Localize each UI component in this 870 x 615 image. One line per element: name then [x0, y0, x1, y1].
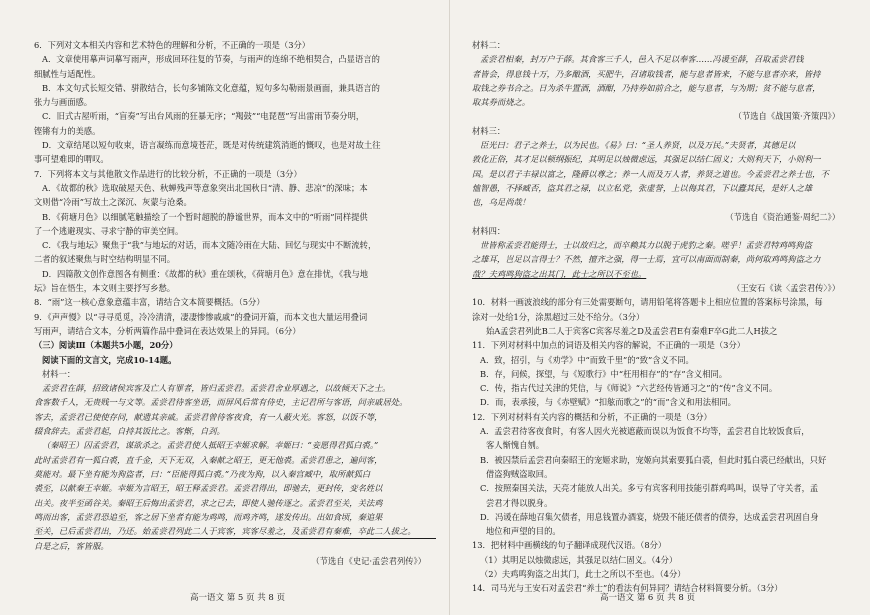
text-line: 国。是以君子丰禄以富之，隆爵以尊之；养一人而及万人者，养贤之道也。今孟尝君之养士也，不 [472, 168, 829, 179]
text-line: 9．《声声慢》以“寻寻觅觅，冷冷清清，凄凄惨惨戚戚”的叠词开篇，而本文也大量运用叠词 [34, 311, 368, 322]
material-4-source: （王安石《读〈孟尝君传〉》） [732, 283, 840, 294]
text-line: （1）其明足以烛微虑远，其强足以结仁固义。（4分） [480, 554, 678, 565]
text-line: 鸣而出客，孟尝君恐追至，客之居下坐者有能为鸡鸣，而鸡齐鸣，遂发传出。出如食顷，秦追果 [34, 511, 383, 522]
text-line: D．冯谖在薛地召集欠债者，用息钱置办酒宴，烧毁不能还债者的债券，达成孟尝君巩固自身 [480, 511, 819, 522]
text-line: C．《我与地坛》聚焦于“我”与地坛的对话，而本文随冷雨在大陆、回忆与现实中不断流转， [42, 240, 377, 251]
text-line: C．旧式古屋听雨，“盲奏”写出台风雨的狂暴无序；“羯鼓”“电琵琶”写出雷雨节奏分明， [42, 111, 365, 122]
text-line: 8．“雨”这一核心意象意蕴丰富，请结合文本简要概括。（5分） [34, 297, 265, 308]
text-line: 恤智愚，不择臧否，盗其君之禄，以立私党，张虚誉，上以侮其君，下以蠹其民，是奸人之雄 [472, 182, 813, 193]
text-line: 借盗狗贼盗取回。 [486, 468, 553, 479]
text-line: C．传，指古代过关津的凭信，与《师说》“六艺经传皆通习之”的“传”含义不同。 [480, 383, 778, 394]
text-line: A．孟尝君待客夜食时，有客人因火光被遮蔽而误以为饭食不均等，孟尝君自比较饭食后， [480, 426, 810, 437]
left-page-footer: 高一语文 第 5 页 共 8 页 [190, 593, 286, 603]
text-line: 臣光曰：君子之养士，以为民也。《易》曰：“圣人养贤，以及万民。”夫贤者，其德足以 [480, 140, 796, 151]
text-line: 此时孟尝君有一狐白裘，直千金，天下无双，入秦献之昭王，更无他裘。孟尝君患之，遍问客， [34, 454, 383, 465]
text-line: 客去，孟尝君已使使存问，献遗其亲戚。孟尝君曾待客夜食，有一人蔽火光。客怒，以饭不等， [34, 411, 383, 422]
material-2-source: （节选自《战国策·齐策四》） [733, 111, 840, 122]
text-line: 材料四： [472, 225, 506, 236]
material-2-block [472, 38, 850, 109]
text-line: 者皆会，得息钱十万，乃多酿酒，买肥牛，召诸取钱者，能与息者皆来，不能与息者亦来，皆持 [472, 68, 821, 79]
text-line: 始A孟尝君列此B二人于宾客C宾客尽羞之D及孟尝君E有秦难F卒G此二人H拔之 [486, 325, 778, 336]
text-line: 辍食辞去。孟尝君起，自持其饭比之。客惭，自刭。 [34, 426, 225, 437]
text-line: 12．下列对材料有关内容的概括和分析，不正确的一项是（3分） [472, 411, 712, 422]
right-page-footer: 高一语文 第 6 页 共 8 页 [600, 593, 696, 603]
left-source: （节选自《史记·孟尝君列传》） [311, 555, 426, 566]
material-4-block [472, 224, 850, 281]
text-line: 涂对一处给1分，涂黑超过三处不给分。（3分） [472, 311, 645, 322]
text-line: B．本文句式长短交错、骈散结合，长句多铺陈文化意蕴，短句多勾勒雨景画面，兼具语言的 [42, 82, 380, 93]
text-line: 事可望难即的喟叹。 [34, 154, 109, 165]
text-line: 取钱之券书合之。日为杀牛置酒，酒酣，乃持券如前合之，能与息者，与为期；贫不能与息者， [472, 82, 821, 93]
text-line: 取其券而烧之。 [472, 97, 531, 108]
text-line: 张力与画面感。 [34, 97, 93, 108]
text-line: 坛》旨在悟生，本文则主要抒写乡愁。 [34, 283, 176, 294]
text-line: B．被囚禁后孟尝君向秦昭王的宠姬求助，宠姬向其索要狐白裘，但此时狐白裘已经献出，只好 [480, 454, 827, 465]
text-line: （秦昭王）囚孟尝君，谋欲杀之。孟尝君使人抵昭王幸姬求解。幸姬曰：“妾愿得君狐白裘。” [42, 440, 379, 451]
text-line: 食客数千人，无贵贱一与文等。孟尝君待客坐语，而屏风后常有侍史，主记君所与客语，问亲戚居处。 [34, 397, 408, 408]
text-line: 孟尝君相秦，封万户于薛。其食客三千人，邑入不足以奉客……冯谖至薛，召取孟尝君钱 [480, 54, 804, 65]
material-3-block [472, 124, 850, 210]
right-page [450, 0, 870, 615]
text-line: A．文章使用摹声词摹写雨声，形成回环往复的节奏，与雨声的连绵不绝相契合，凸显语言的 [42, 54, 380, 65]
text-line: 莫能对。最下坐有能为狗盗者，曰：“臣能得狐白裘。”乃夜为狗，以入秦宫臧中，取所献狐白 [34, 468, 371, 479]
text-line: 自是之后，客皆服。 [34, 541, 109, 552]
text-line: 阅读下面的文言文，完成10-14题。 [42, 354, 177, 365]
text-line: 13．把材料中画横线的句子翻译成现代汉语。（8分） [472, 540, 667, 551]
questions-block [472, 295, 850, 595]
text-line: 世皆称孟尝君能得士，士以故归之，而卒赖其力以脱于虎豹之秦。嗟乎！孟尝君特鸡鸣狗盗 [480, 240, 812, 251]
text-line: C．按照秦国关法，天亮才能放人出关。多亏有宾客利用技能引群鸡鸣叫，误导了守关者，孟 [480, 483, 819, 494]
text-line: 出关。夜半至函谷关。秦昭王后悔出孟尝君，求之已去，即使人驰传逐之。孟尝君至关，关法鸡 [34, 497, 383, 508]
text-line: D．四篇散文创作意图各有侧重：《故都的秋》重在颂秋，《荷塘月色》意在排忧，《我与地 [42, 268, 369, 279]
text-line: B．存，问候，探望，与《短歌行》中“枉用相存”的“存”含义相同。 [480, 368, 728, 379]
text-line: 了一个逃避现实、寻求宁静的审美空间。 [34, 225, 184, 236]
text-line: 裘至，以献秦王幸姬。幸姬为言昭王，昭王释孟尝君。孟尝君得出，即驰去，更封传，变名姓以 [34, 483, 383, 494]
text-line: 10．材料一画波浪线的部分有三处需要断句，请用铅笔将答题卡上相应位置的答案标号涂黑，每 [472, 297, 823, 308]
left-text-block [34, 38, 436, 554]
material-3-source: （节选自《资治通鉴·周纪二》） [725, 211, 840, 222]
text-line: 至关，已后孟尝君出，乃还。始孟尝君列此二人于宾客，宾客尽羞之，及孟尝君有秦难，卒此二人拔之。 [34, 524, 436, 539]
text-line: 材料一： [42, 368, 76, 379]
text-line: 之雄耳，岂足以言得士？不然，擅齐之强，得一士焉，宜可以南面而制秦，尚何取鸡鸣狗盗之力 [472, 254, 821, 265]
text-line: 孟尝君在薛，招致诸侯宾客及亡人有罪者，皆归孟尝君。孟尝君舍业厚遇之，以故倾天下之士。 [42, 383, 391, 394]
text-line: A．《故都的秋》选取破屋天色、秋蝉残声等意象突出北国秋日“清、静、悲凉”的深味；本 [42, 182, 368, 193]
text-line: 铿锵有力的美感。 [34, 125, 101, 136]
text-line: 7．下列将本文与其他散文作品进行的比较分析，不正确的一项是（3分） [34, 168, 302, 179]
text-line: 客人惭愧自刎。 [486, 440, 545, 451]
text-line: （2）夫鸡鸣狗盗之出其门，此士之所以不至也。（4分） [480, 568, 686, 579]
text-line: 地位和声望的目的。 [486, 526, 561, 537]
text-line: 6．下列对文本相关内容和艺术特色的理解和分析，不正确的一项是（3分） [34, 40, 311, 50]
text-line: 尝君才得以脱身。 [486, 497, 553, 508]
text-line: 14．司马光与王安石对孟尝君“养士”的看法有何异同？请结合材料简要分析。（3分） [472, 583, 783, 594]
text-line: 二者的叙述聚焦与时空结构明显不同。 [34, 254, 176, 265]
text-line: 文则借“冷雨”写故土之深沉、灰蒙与沧桑。 [34, 197, 192, 208]
text-line: 敦化正俗，其才足以顿纲振纪，其明足以烛微虑远，其强足以结仁固义；大则利天下，小则利一 [472, 154, 821, 165]
text-line: 写雨声，请结合文本，分析两篇作品中叠词在表达效果上的异同。（6分） [34, 325, 301, 336]
text-line: D．而，表承接，与《赤壁赋》“扣舷而歌之”的“而”含义和用法相同。 [480, 397, 736, 408]
text-line: 哉？夫鸡鸣狗盗之出其门，此士之所以不至也。 [472, 268, 647, 279]
text-line: B．《荷塘月色》以细腻笔触描绘了一个暂时超脱的静谧世界，而本文中的“听雨”同样提供 [42, 211, 368, 222]
text-line: 也，乌足尚哉！ [472, 197, 531, 208]
text-line: （三）阅读Ⅲ（本题共5小题，20分） [34, 340, 178, 351]
text-line: 材料三： [472, 125, 506, 136]
text-line: 材料二： [472, 40, 506, 50]
text-line: A．致，招引，与《劝学》中“而致千里”的“致”含义不同。 [480, 354, 694, 365]
text-line: D．文章结尾以短句收束，语言凝练而意境苍茫，既是对传统建筑消逝的慨叹，也是对故土往 [42, 140, 381, 151]
text-line: 细腻性与适配性。 [34, 68, 101, 79]
text-line: 11．下列对材料中加点的词语及相关内容的解说，不正确的一项是（3分） [472, 340, 746, 351]
